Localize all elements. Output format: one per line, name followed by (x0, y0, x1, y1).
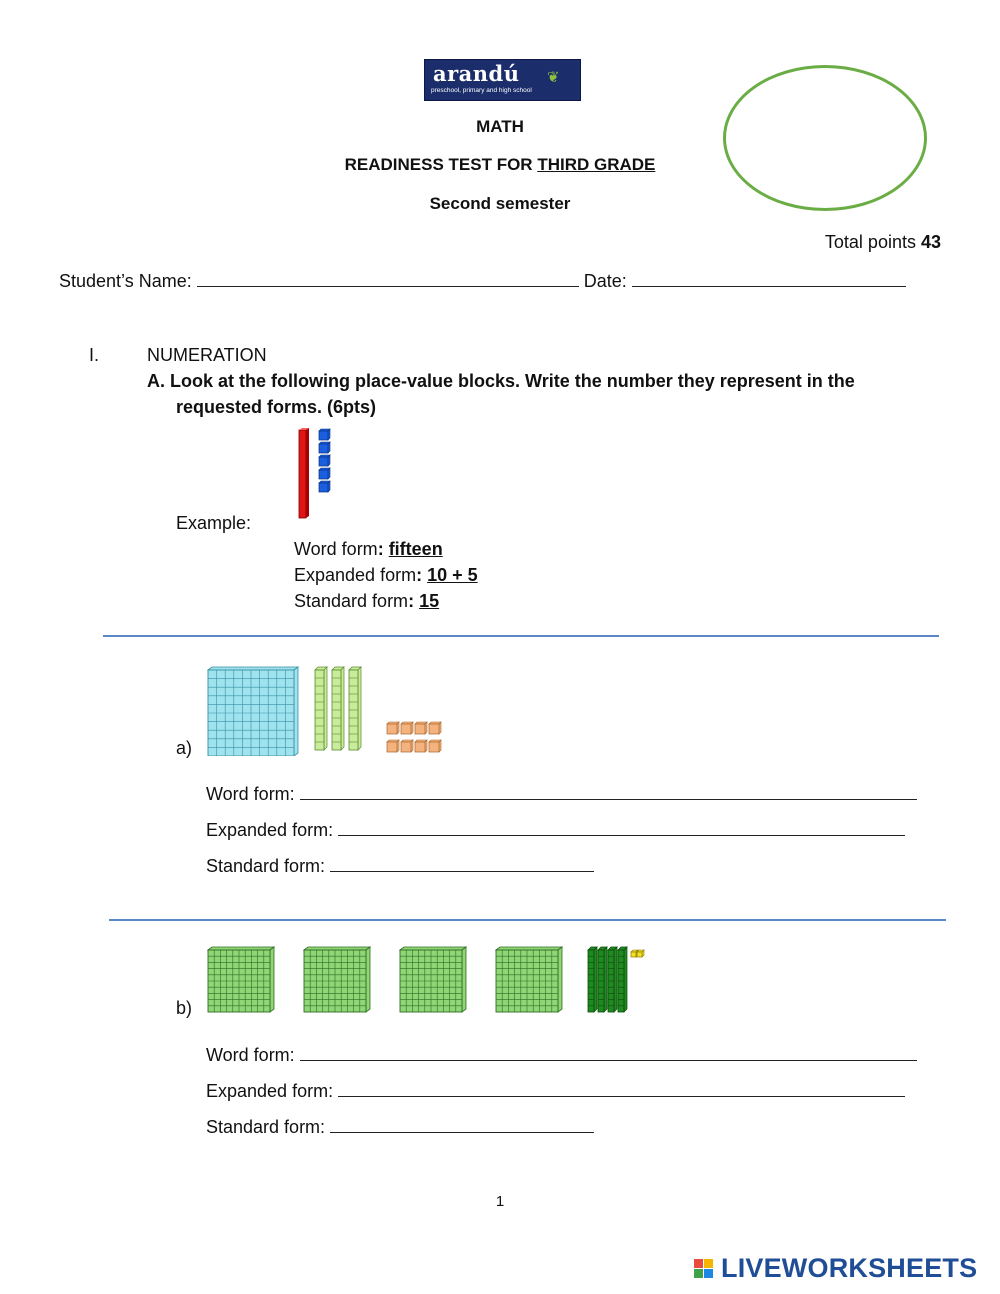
instruction-line2: requested forms. (6pts) (176, 397, 377, 417)
leaf-icon: ❦ (547, 69, 560, 86)
ten-rod (315, 667, 327, 750)
example-word-value: fifteen (388, 539, 443, 559)
ten-rod (349, 667, 361, 750)
hundred-flat (400, 947, 466, 1012)
ten-rod (299, 428, 309, 518)
date-field[interactable] (632, 285, 906, 287)
item-b-blocks (205, 944, 655, 1016)
one-cube (319, 481, 330, 492)
example-expanded: Expanded form: 10 + 5 (294, 565, 478, 585)
item-a-standard (206, 856, 594, 877)
section-title: NUMERATION (147, 345, 267, 365)
student-name-field[interactable] (197, 285, 579, 287)
hundred-flat (304, 947, 370, 1012)
item-b-standard-field[interactable] (330, 1131, 594, 1133)
one-cube (415, 722, 427, 734)
one-cube (429, 740, 441, 752)
semester: Second semester (429, 194, 571, 213)
total-points-label: Total points (824, 232, 921, 252)
one-cube (387, 722, 399, 734)
item-a-word (206, 784, 917, 805)
item-b-word (206, 1045, 917, 1066)
one-cube (429, 722, 441, 734)
item-b-word-field[interactable] (300, 1059, 917, 1061)
item-a-expanded-label: Expanded form: (206, 820, 334, 840)
hundred-flat (208, 667, 298, 756)
one-cube (401, 722, 413, 734)
page-number: 1 (495, 1193, 505, 1210)
logo-tagline: preschool, primary and high school (431, 87, 532, 94)
hundred-flat (208, 947, 274, 1012)
student-name-label: Student’s Name: (59, 271, 192, 291)
item-b-word-label: Word form: (206, 1045, 295, 1065)
item-a-standard-field[interactable] (330, 870, 594, 872)
item-b-expanded (206, 1081, 905, 1102)
item-a-expanded (206, 820, 905, 841)
item-a-label: a) (176, 738, 193, 758)
one-cube (637, 950, 644, 957)
subject-title: MATH (476, 117, 524, 136)
one-cube (401, 740, 413, 752)
item-a-word-field[interactable] (300, 798, 917, 800)
ten-rod (618, 947, 627, 1012)
logo-brand: arandú (433, 61, 520, 86)
one-cube (415, 740, 427, 752)
ten-rod (332, 667, 344, 750)
item-b-standard (206, 1117, 594, 1138)
item-a-standard-label: Standard form: (206, 856, 326, 876)
ten-rod (588, 947, 597, 1012)
liveworksheets-icon (692, 1253, 718, 1285)
ten-rod (598, 947, 607, 1012)
grade-oval (723, 65, 927, 211)
ten-rod (608, 947, 617, 1012)
total-points (825, 232, 941, 253)
example-standard: Standard form: 15 (294, 591, 440, 611)
item-a-expanded-field[interactable] (338, 834, 905, 836)
item-a-blocks (205, 664, 455, 756)
example-expanded-value: 10 + 5 (427, 565, 478, 585)
item-b-standard-label: Standard form: (206, 1117, 326, 1137)
hundred-flat (496, 947, 562, 1012)
school-logo (424, 59, 581, 101)
one-cube (319, 455, 330, 466)
instruction-line1: A. Look at the following place-value blocks. Write the number they represent in the (147, 371, 855, 391)
one-cube (319, 442, 330, 453)
item-b-expanded-field[interactable] (338, 1095, 905, 1097)
test-title (0, 155, 1000, 175)
date-label: Date: (583, 271, 627, 291)
one-cube (319, 429, 330, 440)
example-expanded-label: Expanded form (294, 565, 417, 585)
test-title-prefix: READINESS TEST FOR (344, 155, 538, 174)
one-cube (387, 740, 399, 752)
example-blocks (296, 428, 336, 522)
item-b-expanded-label: Expanded form: (206, 1081, 334, 1101)
example-word: Word form: fifteen (294, 539, 443, 559)
test-title-grade: THIRD GRADE (537, 155, 656, 174)
one-cube (319, 468, 330, 479)
example-word-label: Word form (294, 539, 378, 559)
example-label: Example: (176, 513, 252, 533)
liveworksheets-brand: LIVEWORKSHEETS (721, 1253, 978, 1283)
item-a-word-label: Word form: (206, 784, 295, 804)
total-points-value: 43 (920, 232, 941, 252)
divider (103, 635, 939, 637)
item-b-label: b) (176, 998, 193, 1018)
divider (109, 919, 946, 921)
section-number: I. (89, 345, 100, 365)
student-line (59, 271, 906, 292)
example-standard-label: Standard form (294, 591, 409, 611)
example-standard-value: 15 (419, 591, 440, 611)
